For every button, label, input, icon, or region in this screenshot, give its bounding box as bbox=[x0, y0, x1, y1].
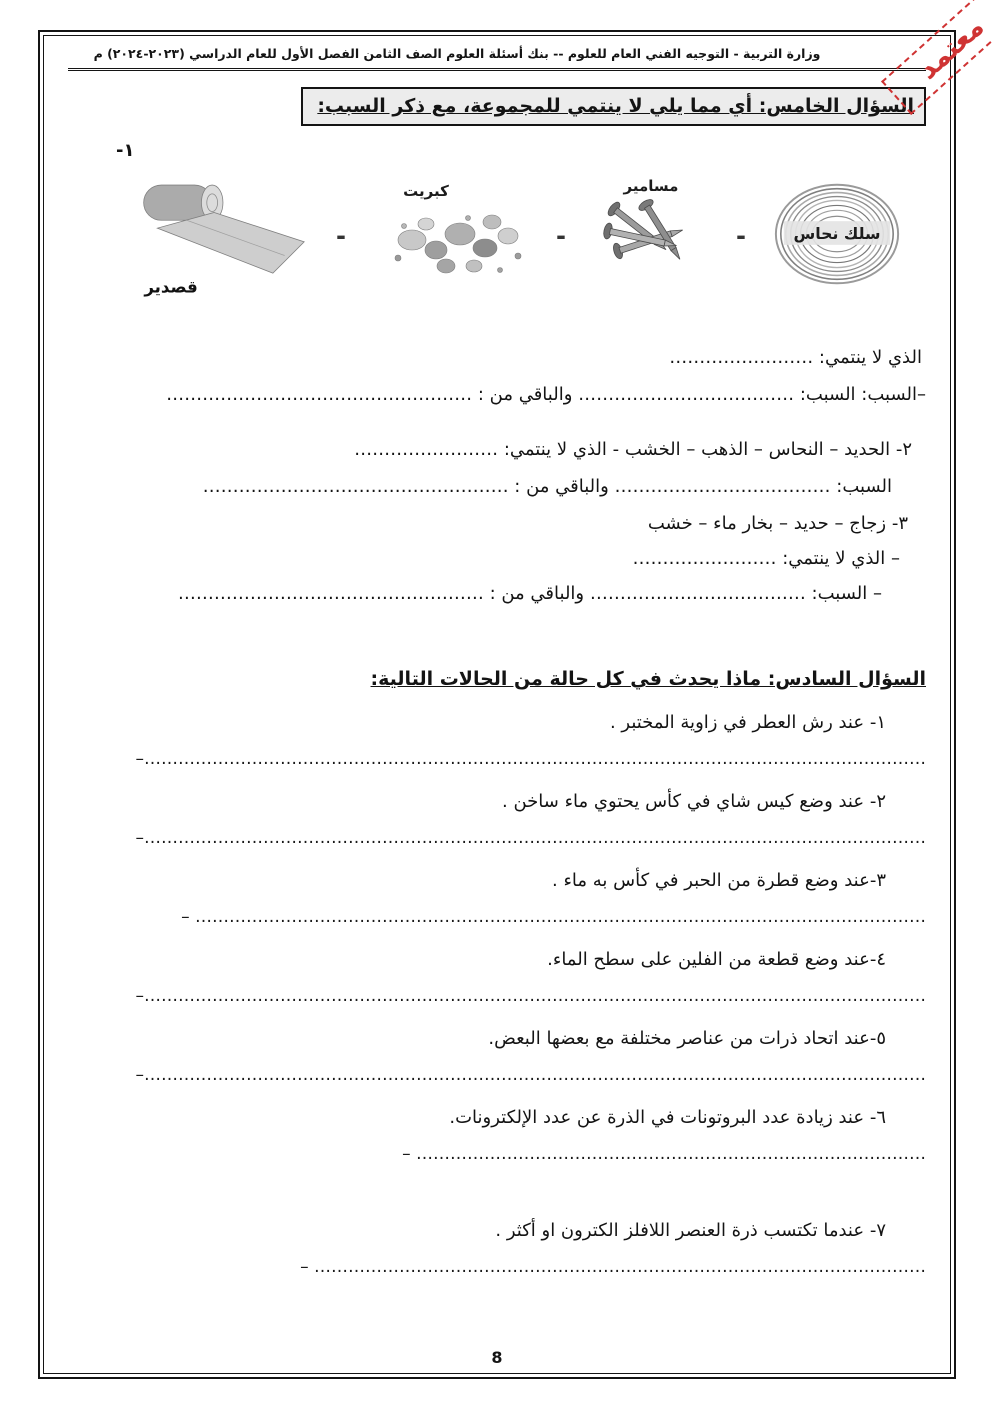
q5-item1-images-row bbox=[68, 165, 926, 307]
q6-item-text: ٤-عند وضع قطعة من الفلين على سطح الماء. bbox=[547, 949, 886, 970]
q6-item-text: ١- عند رش العطر في زاوية المختبر . bbox=[609, 712, 886, 733]
nails-icon bbox=[588, 175, 714, 293]
page-frame bbox=[38, 30, 956, 1379]
approved-stamp: معتمد bbox=[881, 0, 992, 115]
page-frame-inner bbox=[43, 35, 951, 1374]
copper-wire-photo bbox=[768, 174, 906, 298]
sulfur-photo bbox=[368, 178, 534, 294]
q6-item-text: ٧- عندما تكتسب ذرة العنصر اللافلز الكترون او أكثر . bbox=[495, 1220, 886, 1241]
separator-dash: - bbox=[556, 222, 566, 250]
page-number: 8 bbox=[491, 1348, 503, 1367]
q5-item3-text: ٣- زجاج – حديد – بخار ماء – خشب bbox=[647, 513, 908, 534]
q6-item-1 bbox=[68, 712, 926, 769]
nails-photo bbox=[588, 175, 714, 297]
q6-item-text: ٣-عند وضع قطرة من الحبر في كأس به ماء . bbox=[552, 870, 886, 891]
page-content bbox=[44, 36, 950, 1373]
q6-item-text: ٢- عند وضع كيس شاي في كأس يحتوي ماء ساخن . bbox=[502, 791, 886, 812]
q6-item-6 bbox=[68, 1107, 926, 1164]
answer-dotted-line: …………………………………………………………………………………………………………………………– bbox=[135, 986, 926, 1006]
q5-item3-reason-line: – السبب: ……………………………… والباقي من : …………………………………………… bbox=[177, 583, 882, 604]
q6-item-3 bbox=[68, 870, 926, 927]
q6-item-text: ٦- عند زيادة عدد البروتونات في الذرة عن عدد الإلكترونات. bbox=[449, 1107, 886, 1128]
answer-dotted-line: ………………………………………………………………………………………………………………… – bbox=[181, 907, 926, 927]
q6-item-text: ٥-عند اتحاد ذرات من عناصر مختلفة مع بعضها البعض. bbox=[488, 1028, 886, 1049]
q5-item2-text: ٢- الحديد – النحاس – الذهب – الخشب - الذي لا ينتمي: …………………… bbox=[354, 439, 912, 460]
q5-item1-reason-line: –السبب: السبب: ……………………………… والباقي من : …………………………………………… bbox=[166, 384, 926, 405]
tin-photo bbox=[128, 168, 314, 304]
answer-dotted-line: ……………………………………………………………………………… – bbox=[402, 1144, 926, 1164]
copper-wire-icon bbox=[768, 174, 906, 294]
answer-dotted-line: …………………………………………………………………………………………………………………………– bbox=[135, 1065, 926, 1085]
copper-wire-label: سلك نحاس bbox=[793, 223, 881, 243]
separator-dash: - bbox=[736, 222, 746, 250]
answer-dotted-line: …………………………………………………………………………………………………………………………– bbox=[135, 828, 926, 848]
question-5-title: السؤال الخامس: أي مما يلي لا ينتمي للمجموعة، مع ذكر السبب: bbox=[301, 87, 926, 126]
q5-item1-not-belong-line: الذي لا ينتمي: …………………… bbox=[669, 347, 922, 368]
q6-item-2 bbox=[68, 791, 926, 848]
answer-dotted-line: ……………………………………………………………………………………………… – bbox=[300, 1257, 926, 1277]
nails-label: مسامير bbox=[623, 177, 679, 195]
q5-item1-number: ١- bbox=[116, 140, 135, 161]
tin-icon bbox=[128, 168, 314, 300]
sulfur-icon bbox=[368, 178, 534, 290]
sulfur-label: كبريت bbox=[403, 182, 449, 200]
q5-item2-reason-line: السبب: ……………………………… والباقي من : …………………………………………… bbox=[202, 476, 892, 497]
question-6-title: السؤال السادس: ماذا يحدث في كل حالة من الحالات التالية: bbox=[370, 668, 926, 690]
answer-dotted-line: …………………………………………………………………………………………………………………………– bbox=[135, 749, 926, 769]
q5-item3-not-belong-line: – الذي لا ينتمي: …………………… bbox=[632, 548, 900, 569]
tin-label: قصدير bbox=[144, 277, 198, 297]
q6-item-4 bbox=[68, 949, 926, 1006]
separator-dash: - bbox=[336, 222, 346, 250]
q6-item-7 bbox=[68, 1220, 926, 1277]
question-5-section bbox=[68, 87, 926, 126]
q6-item-5 bbox=[68, 1028, 926, 1085]
page-header: وزارة التربية - التوجيه الفني العام للعلوم -- بنك أسئلة العلوم الصف الثامن الفصل الأول للعام الدراسي (٢٠٢٣-٢٠٢٤) م bbox=[68, 36, 926, 71]
